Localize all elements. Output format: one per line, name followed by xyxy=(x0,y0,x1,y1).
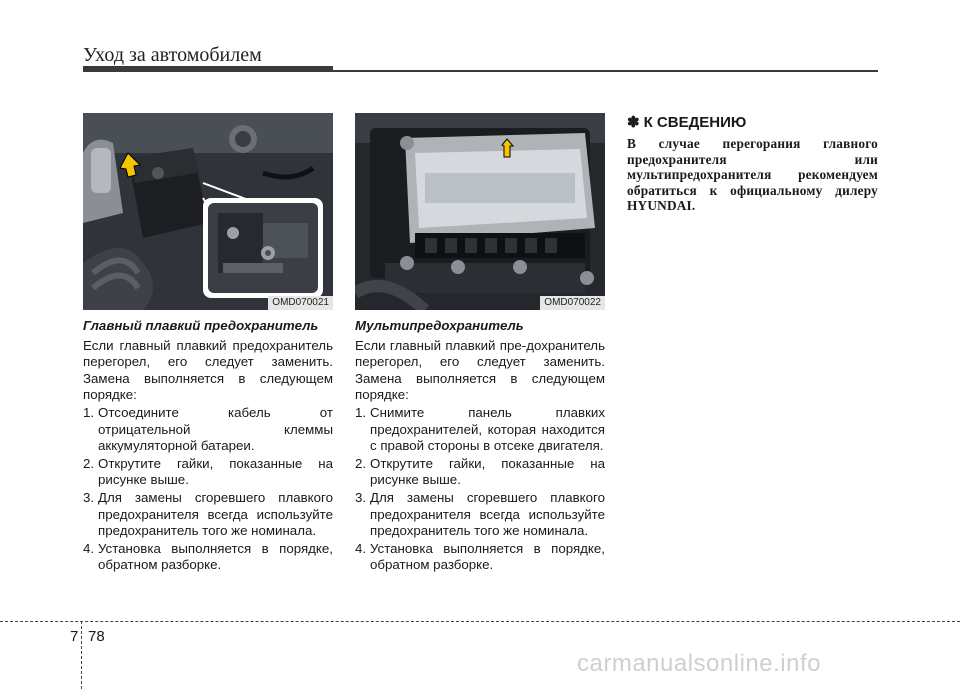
section-subtitle: Мультипредохранитель xyxy=(355,318,524,333)
multi-fuse-photo xyxy=(355,113,605,310)
step-number: 2. xyxy=(83,455,95,471)
step-item xyxy=(83,405,333,455)
watermark: carmanualsonline.info xyxy=(577,650,821,677)
step-item xyxy=(355,456,605,489)
step-number: 2. xyxy=(355,455,367,471)
main-fuse-arrow-icon xyxy=(83,113,333,310)
note-body: В случае перегорания главного предохранителя или мультипредохранителя рекомендуем обратиться к официальному дилеру HYUNDAI. xyxy=(627,136,878,213)
step-text: Открутите гайки, показанные на рисунке выше. xyxy=(98,455,333,488)
note-title-text: К СВЕДЕНИЮ xyxy=(643,113,747,131)
section-intro: Если главный плавкий пре-дохранитель перегорел, его следует заменить. Замена выполняется в следующем порядке: xyxy=(355,337,605,403)
page-header-title: Уход за автомобилем xyxy=(83,44,262,66)
header-rule-thick xyxy=(83,66,333,72)
multi-fuse-arrow-icon xyxy=(355,113,605,310)
chapter-number: 7 xyxy=(70,628,79,645)
step-item xyxy=(355,405,605,455)
step-item xyxy=(83,541,333,574)
step-number: 4. xyxy=(83,540,95,556)
step-number: 3. xyxy=(83,489,95,505)
header-rule-thin xyxy=(333,70,878,72)
step-number: 3. xyxy=(355,489,367,505)
step-text: Установка выполняется в порядке, обратном разборке. xyxy=(98,540,333,573)
step-item xyxy=(83,490,333,540)
information-note xyxy=(627,113,878,214)
footer-divider xyxy=(0,621,960,622)
step-number: 4. xyxy=(355,540,367,556)
steps-list xyxy=(83,405,333,574)
main-fuse-photo xyxy=(83,113,333,310)
steps-list xyxy=(355,405,605,574)
step-number: 1. xyxy=(355,404,367,420)
section-intro: Если главный плавкий предохранитель перегорел, его следует заменить. Замена выполняется в следующем порядке: xyxy=(83,337,333,403)
footer-vertical-divider xyxy=(81,621,82,689)
step-text: Открутите гайки, показанные на рисунке выше. xyxy=(370,455,605,488)
note-title xyxy=(627,113,878,131)
step-text: Для замены сгоревшего плавкого предохранителя всегда используйте предохранитель того же номинала. xyxy=(98,489,333,539)
step-text: Снимите панель плавких предохранителей, которая находится с правой стороны в отсеке двигателя. xyxy=(370,404,605,454)
step-number: 1. xyxy=(83,404,95,420)
figure-code: OMD070021 xyxy=(268,296,333,310)
page-number: 78 xyxy=(88,628,105,645)
step-item xyxy=(355,490,605,540)
step-text: Установка выполняется в порядке, обратном разборке. xyxy=(370,540,605,573)
figure-code: OMD070022 xyxy=(540,296,605,310)
step-item xyxy=(83,456,333,489)
section-subtitle: Главный плавкий предохранитель xyxy=(83,318,319,333)
asterisk-icon: ✽ xyxy=(627,114,640,131)
multi-fuse-section xyxy=(355,318,605,574)
main-fuse-section xyxy=(83,318,333,574)
step-text: Отсоедините кабель от отрицательной клеммы аккумуляторной батареи. xyxy=(98,404,333,454)
step-item xyxy=(355,541,605,574)
step-text: Для замены сгоревшего плавкого предохранителя всегда используйте предохранитель того же номинала. xyxy=(370,489,605,539)
